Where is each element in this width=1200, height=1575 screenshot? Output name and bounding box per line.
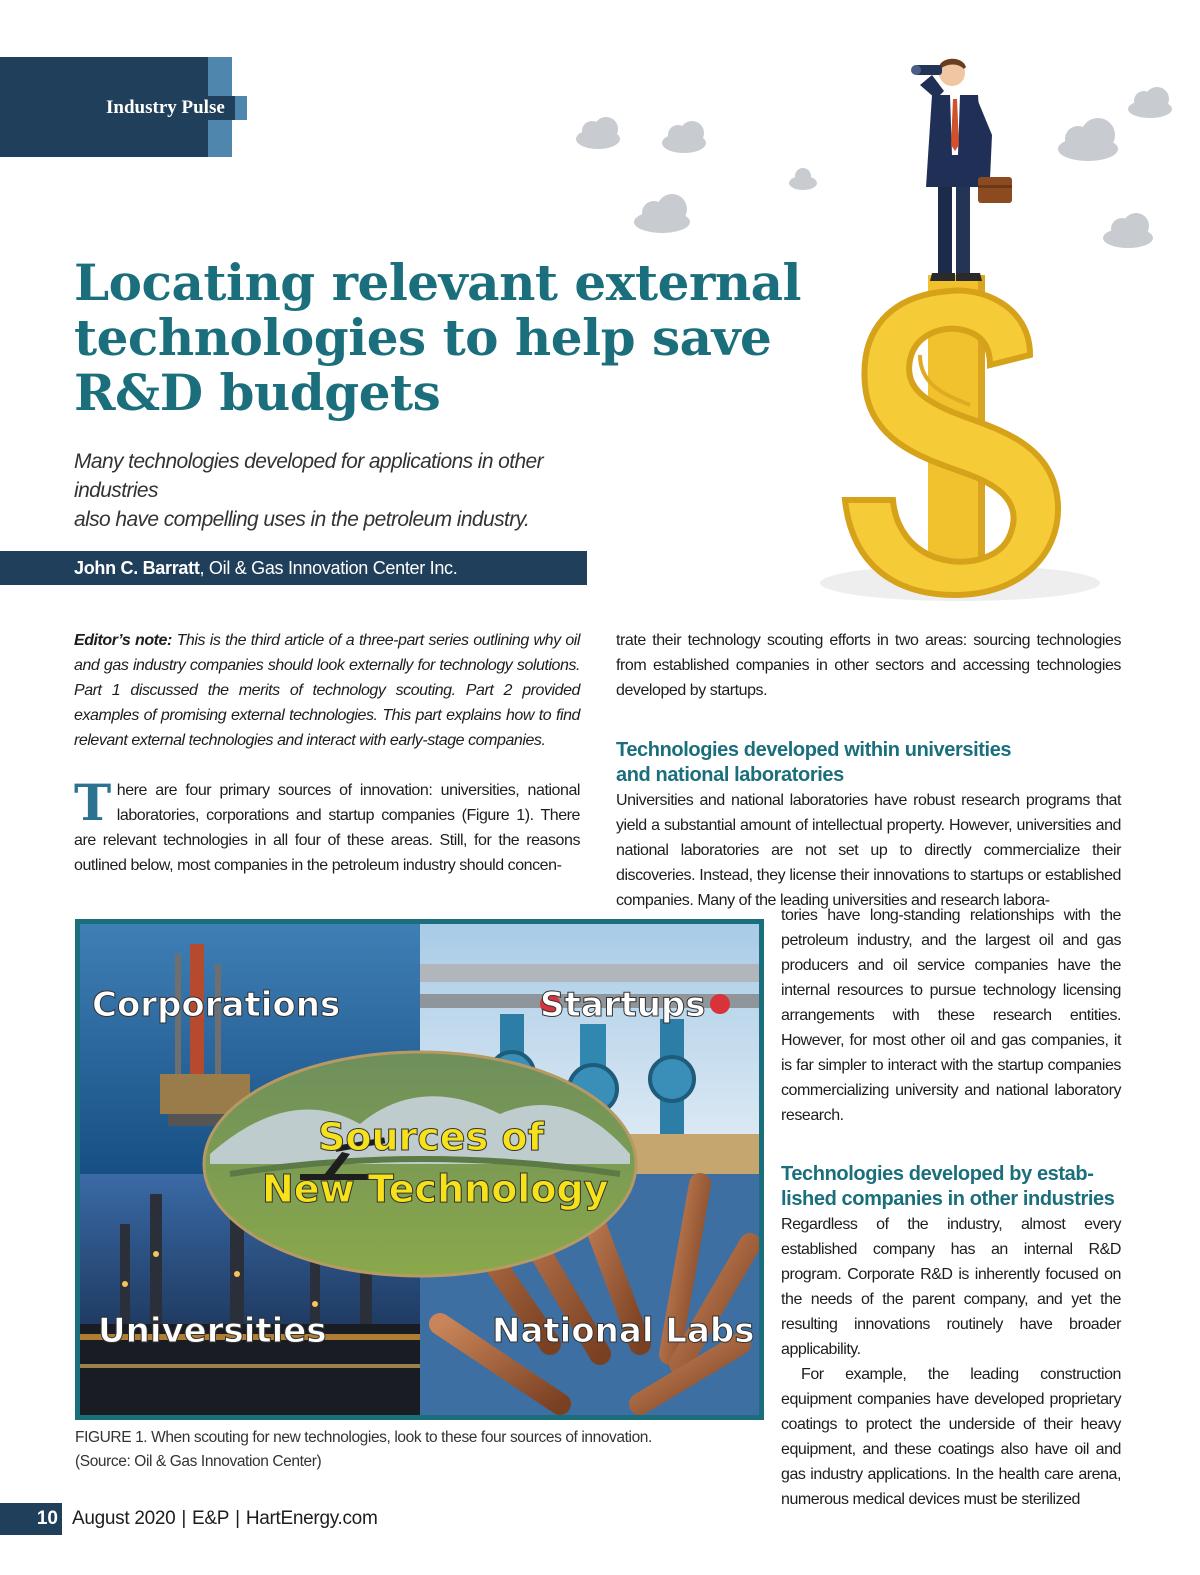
- cloud-icon: [789, 168, 817, 190]
- figure-1: [75, 919, 764, 1420]
- cloud-icon: [1103, 213, 1153, 248]
- figure-1-collage: [80, 924, 759, 1415]
- drop-cap: T: [74, 773, 111, 832]
- universities-paragraph-continued: tories have long-standing relationships with the petroleum industry, and the largest oil and gas producers and oil service companies have the internal resources to pursue technology licensing arrangements with these research entities. However, for most other oil and gas companies, it is far simpler to interact with the startup companies commercializing university and national laboratory research.: [781, 907, 1121, 1124]
- section-label: [98, 96, 235, 120]
- established-paragraph-2: For example, the leading construction equipment companies have developed proprietary coatings to protect the underside of their heavy equipment, and these coatings also have oil and gas industry applications. In the health care arena, numerous medical devices must be sterilized: [781, 1366, 1121, 1508]
- deck-line: Many technologies developed for applications in other industries: [74, 450, 544, 502]
- footer-website[interactable]: HartEnergy.com: [245, 1508, 378, 1529]
- subhead-universities: Technologies developed within universities and national laboratories: [616, 739, 1012, 786]
- cloud-icon: [576, 117, 620, 149]
- right-narrow-column: [781, 903, 1121, 1512]
- label-universities: Universities: [98, 1311, 327, 1351]
- author-affiliation: , Oil & Gas Innovation Center Inc.: [199, 558, 458, 578]
- caption-source: (Source: Oil & Gas Innovation Center): [75, 1453, 322, 1470]
- author-name: John C. Barratt: [74, 558, 200, 578]
- label-center-line2: New Technology: [262, 1167, 609, 1211]
- label-center-line1: Sources of: [318, 1115, 545, 1159]
- editor-note-label: Editor’s note:: [74, 632, 172, 649]
- label-corporations: Corporations: [92, 985, 341, 1025]
- subhead-established-companies: Technologies developed by estab- lished companies in other industries: [781, 1163, 1115, 1210]
- cloud-icon: [634, 194, 690, 233]
- figure-caption: [75, 1426, 755, 1474]
- article-deck: [74, 447, 594, 534]
- footer-info: August 2020 | E&P | HartEnergy.com: [72, 1508, 378, 1529]
- dollar-sign-icon: [845, 275, 1058, 595]
- intro-text: here are four primary sources of innovation: universities, national laboratories, corporations and startup companies (Figure 1). There are relevant technologies in all four of these areas. Still, for the reasons outlined below, most companies in the petroleum industry should concen-: [74, 782, 580, 874]
- footer-publication: E&P: [192, 1508, 230, 1529]
- right-column: [616, 628, 1121, 913]
- footer-issue: August 2020: [72, 1508, 176, 1529]
- label-startups: Startups: [540, 985, 706, 1025]
- page-number: 10: [0, 1503, 62, 1535]
- intro-continued: trate their technology scouting efforts in two areas: sourcing technologies from established companies in other sectors and accessing technologies developed by startups.: [616, 632, 1121, 699]
- left-column: [74, 628, 580, 878]
- byline: [0, 551, 587, 585]
- intro-paragraph: [74, 773, 580, 878]
- editor-note-text: This is the third article of a three-part series outlining why oil and gas industry companies should look externally for technology solutions. Part 1 discussed the merits of technology scouting. Part 2 provided examples of promising external technologies. This part explains how to find relevant external technologies and interact with early-stage companies.: [74, 632, 581, 749]
- cloud-icon: [662, 121, 706, 153]
- established-paragraph-1: Regardless of the industry, almost every established company has an internal R&D program. Corporate R&D is inherently focused on the needs of the parent company, and yet the resulting innovations routinely have broader applicability.: [781, 1216, 1121, 1358]
- caption-text: When scouting for new technologies, look to these four sources of innovation.: [147, 1429, 652, 1446]
- cloud-icon: [1058, 118, 1118, 161]
- caption-label: FIGURE 1.: [75, 1429, 148, 1446]
- universities-paragraph: Universities and national laboratories have robust research programs that yield a substantial amount of intellectual property. However, universities and national laboratories are not set up to directly commercialize their discoveries. Instead, they license their innovations to startups or established companies. Many of the leading universities and research labora-: [616, 792, 1121, 909]
- editor-note: [74, 628, 580, 753]
- deck-line: also have compelling uses in the petroleum industry.: [74, 508, 530, 531]
- label-national-labs: National Labs: [492, 1311, 755, 1351]
- businessman-icon: [911, 59, 1012, 281]
- section-label-text: Industry Pulse: [106, 97, 225, 118]
- cloud-icon: [1128, 87, 1172, 118]
- article-title: Locating relevant external technologies to help save R&D budgets: [74, 253, 802, 422]
